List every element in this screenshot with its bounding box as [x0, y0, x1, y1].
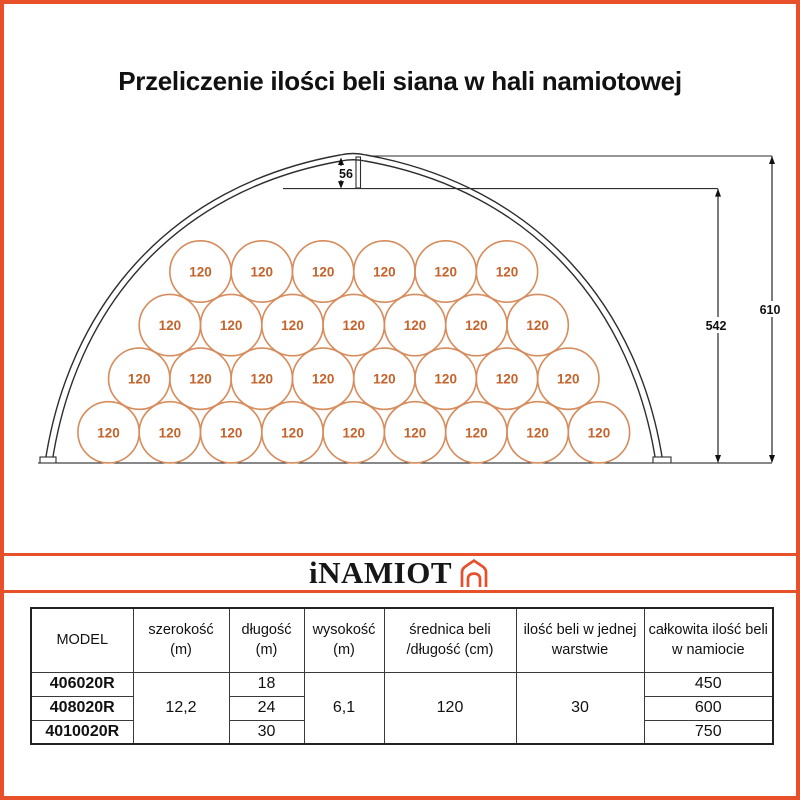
dim-542-arrow-down	[715, 455, 721, 463]
dim-side-height-label: 542	[705, 319, 727, 333]
bale-label: 120	[189, 264, 212, 280]
page-title: Przeliczenie ilości beli siana w hali namiotowej	[118, 66, 682, 96]
spec-table	[30, 607, 774, 745]
bale-label: 120	[434, 264, 457, 280]
dim-total-height-label: 610	[759, 303, 781, 317]
tent-house-icon	[457, 558, 491, 588]
header-row	[31, 608, 773, 672]
bale-label: 120	[281, 318, 304, 334]
bale-label: 120	[311, 264, 335, 280]
logo	[0, 556, 800, 590]
logo-band-bottom-line	[0, 590, 800, 593]
cell-szerokosc: 12,2	[133, 672, 229, 744]
bale-label: 120	[403, 318, 427, 334]
dim-542-arrow-up	[715, 189, 721, 197]
header-szerokosc: szerokość (m)	[133, 608, 229, 672]
cell-calkowita: 450	[644, 672, 773, 696]
tent-cross-section-diagram	[0, 130, 800, 480]
header-dlugosc: długość (m)	[229, 608, 304, 672]
ridge-pole	[356, 157, 361, 188]
bale-stack	[78, 241, 630, 463]
bale-label: 120	[495, 371, 519, 387]
dim-610-arrow-up	[769, 156, 775, 164]
cell-calkowita: 750	[644, 720, 773, 744]
cell-ilosc-warstwa: 30	[516, 672, 644, 744]
bale-label: 120	[311, 371, 335, 387]
bale-label: 120	[434, 371, 457, 387]
cell-wysokosc: 6,1	[304, 672, 384, 744]
cell-dlugosc: 18	[229, 672, 304, 696]
bale-label: 120	[526, 425, 549, 441]
header-wysokosc: wysokość (m)	[304, 608, 384, 672]
bale-label: 120	[465, 318, 488, 334]
bale-label: 120	[189, 371, 212, 387]
header-ilosc-warstwa: ilość beli w jednej warstwie	[516, 608, 644, 672]
bale-label: 120	[219, 425, 243, 441]
bale-label: 120	[250, 371, 274, 387]
logo-text: iNAMIOT	[309, 555, 452, 590]
header-calkowita: całkowita ilość beli w namiocie	[644, 608, 773, 672]
dim-56-arrow-down	[338, 181, 344, 189]
bale-label: 120	[342, 425, 366, 441]
cell-dlugosc: 24	[229, 696, 304, 720]
cell-model: 4010020R	[31, 720, 133, 744]
bale-label: 120	[403, 425, 427, 441]
bale-label: 120	[127, 371, 151, 387]
bale-label: 120	[373, 371, 396, 387]
bale-label: 120	[158, 318, 182, 334]
bale-label: 120	[342, 318, 366, 334]
cell-model: 406020R	[31, 672, 133, 696]
dim-610-arrow-down	[769, 455, 775, 463]
bale-label: 120	[281, 425, 304, 441]
bale-label: 120	[526, 318, 549, 334]
bale-label: 120	[495, 264, 519, 280]
bale-label: 120	[158, 425, 182, 441]
table-row	[31, 672, 773, 696]
bale-label: 120	[97, 425, 120, 441]
cell-dlugosc: 30	[229, 720, 304, 744]
bale-label: 120	[219, 318, 243, 334]
header-model: MODEL	[31, 608, 133, 672]
bale-label: 120	[465, 425, 488, 441]
tent-foot-right	[653, 457, 671, 463]
bale-label: 120	[373, 264, 396, 280]
dim-peak-label: 56	[339, 167, 353, 181]
tent-outer-arch	[45, 154, 663, 464]
header-srednica: średnica beli /długość (cm)	[384, 608, 516, 672]
bale-label: 120	[557, 371, 580, 387]
bale-label: 120	[587, 425, 611, 441]
cell-calkowita: 600	[644, 696, 773, 720]
bale-label: 120	[250, 264, 274, 280]
cell-srednica: 120	[384, 672, 516, 744]
cell-model: 408020R	[31, 696, 133, 720]
tent-foot-left	[40, 457, 56, 463]
